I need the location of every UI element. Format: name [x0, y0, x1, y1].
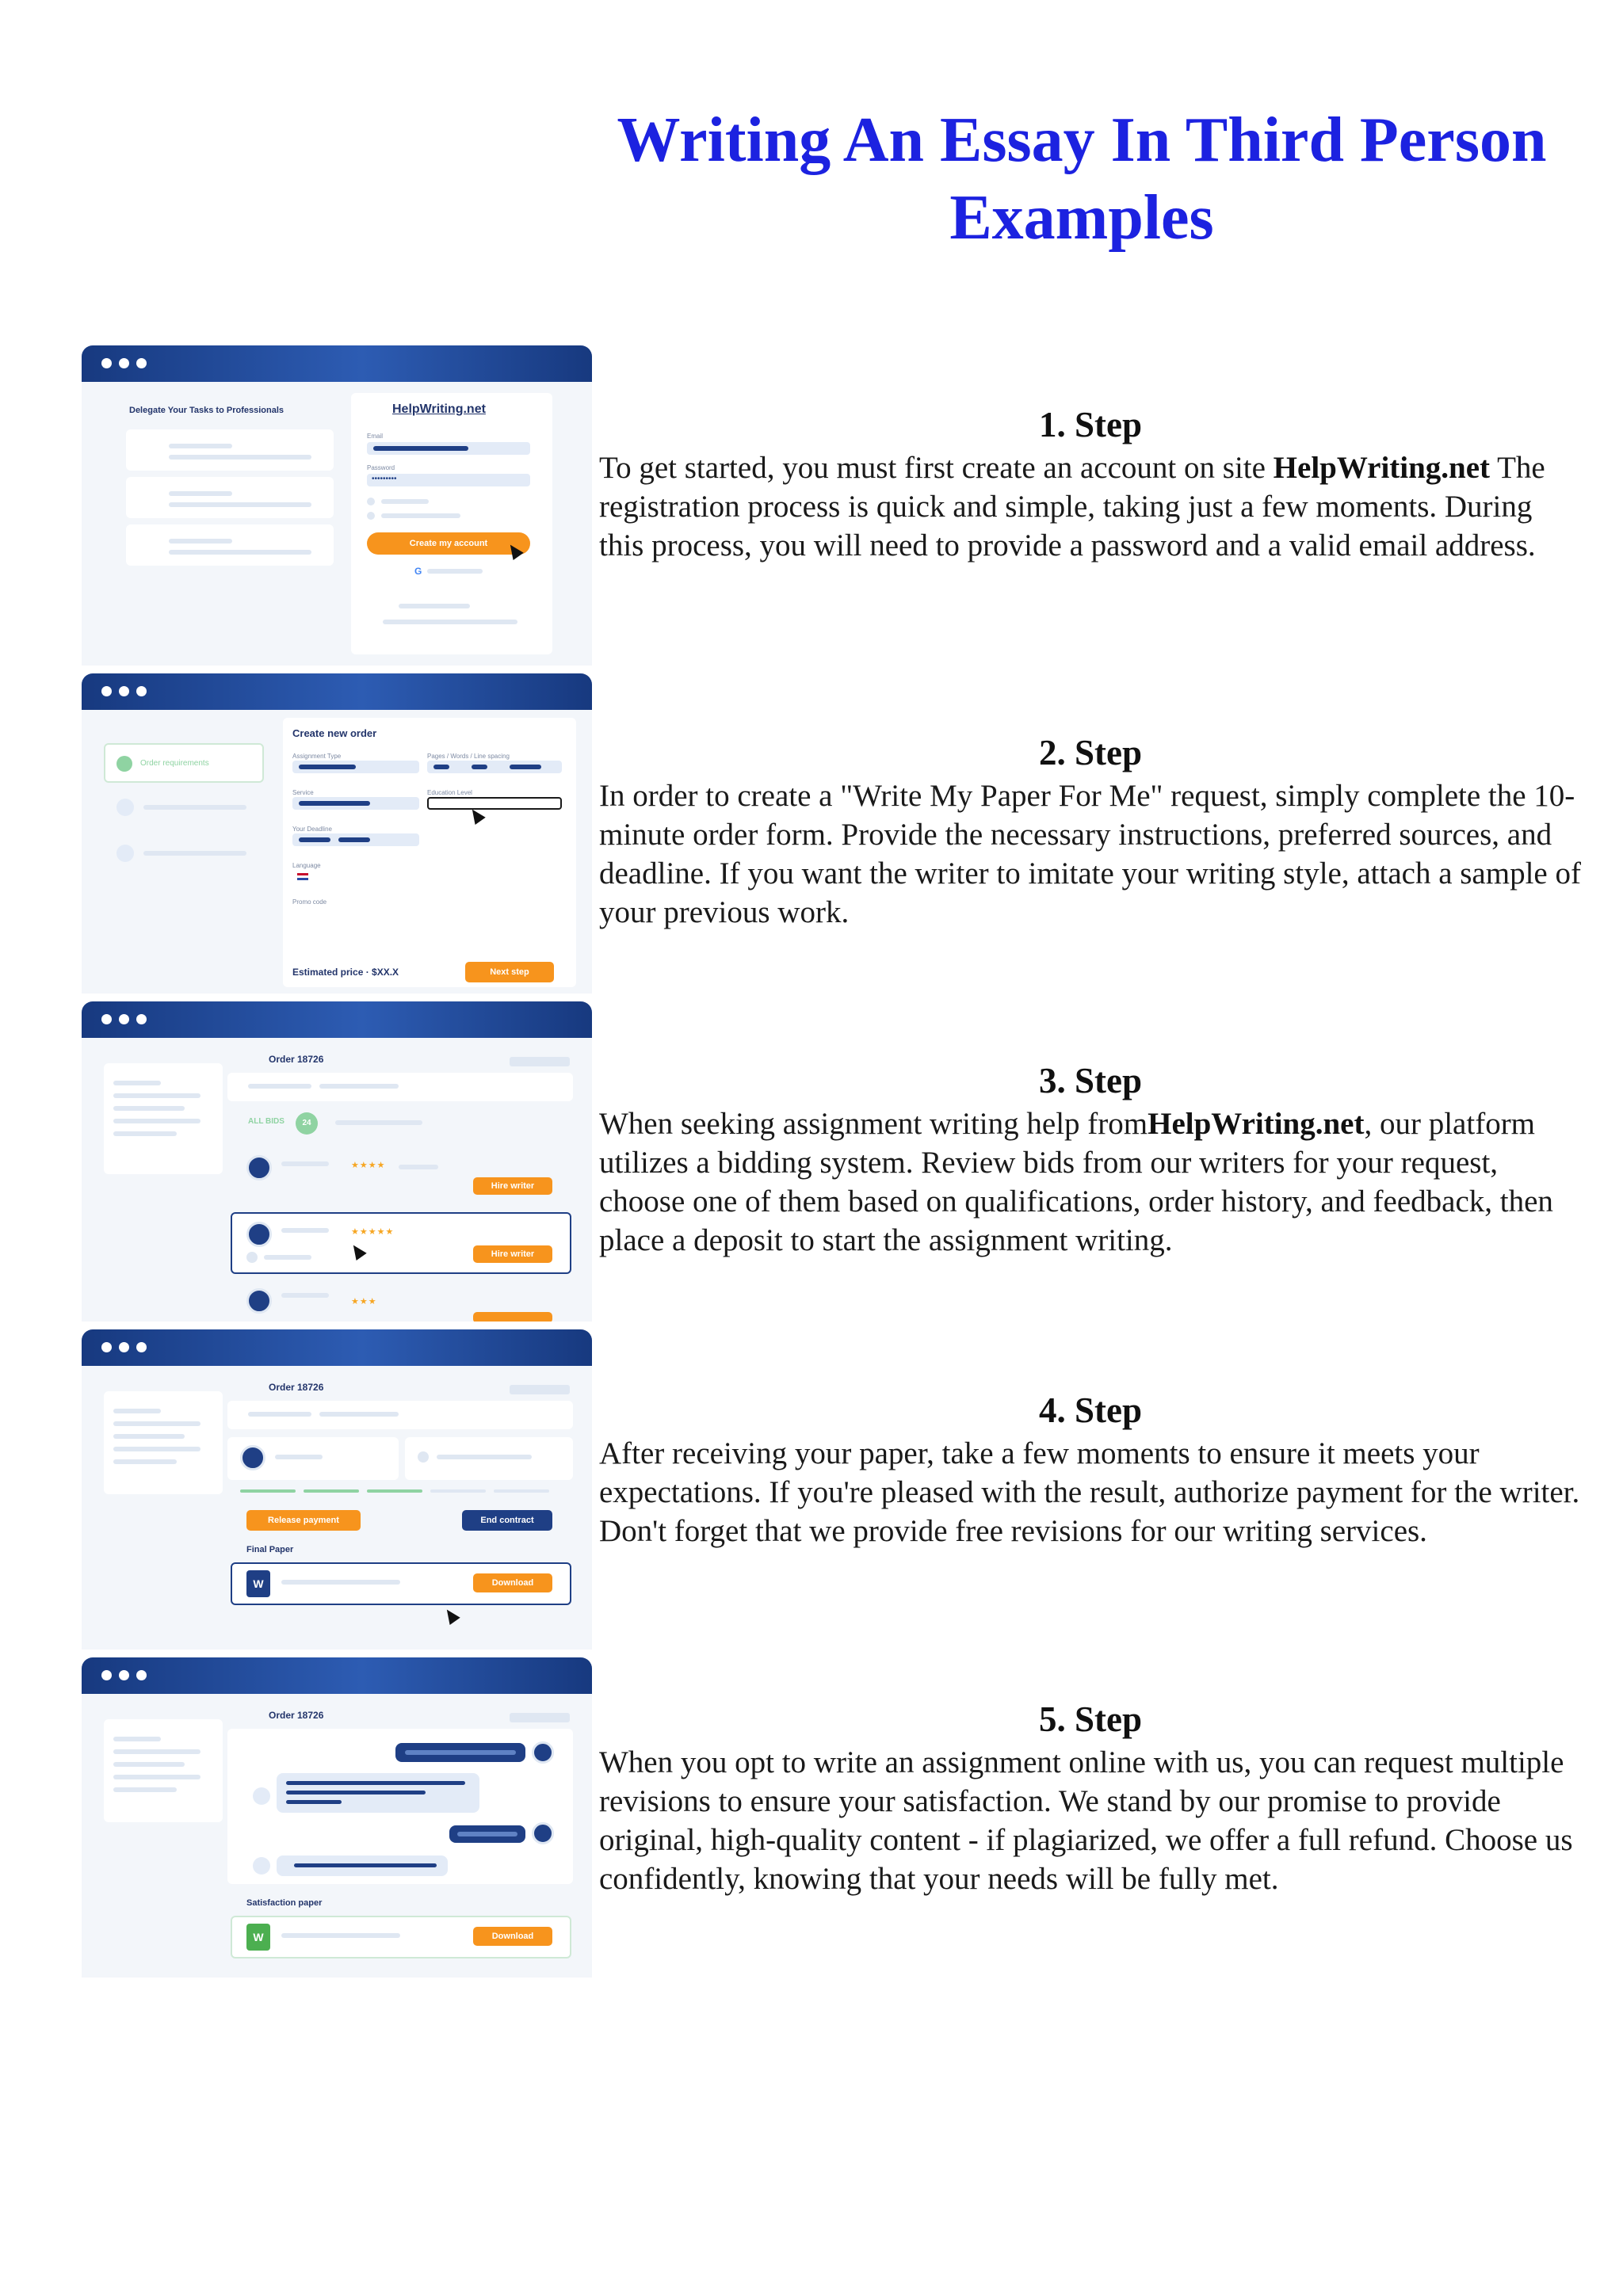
service-label: Service: [292, 789, 314, 796]
window-bar: [82, 1657, 592, 1694]
download-button[interactable]: Download: [473, 1573, 552, 1592]
writer-rating: ★★★: [351, 1297, 377, 1306]
page-title: Writing An Essay In Third Person Examples: [617, 105, 1547, 253]
sidebar-item-label: Order requirements: [140, 759, 209, 768]
order-number: Order 18726: [269, 1382, 324, 1393]
selected-bid[interactable]: [231, 1212, 571, 1274]
window-bar: [82, 1329, 592, 1366]
order-sidebar: [104, 1719, 223, 1822]
step-heading: 1. Step: [1038, 405, 1142, 444]
order-form-screenshot: [82, 673, 592, 994]
bids-screenshot: [82, 1001, 592, 1322]
progress-segment: [304, 1489, 359, 1493]
step-heading: 2. Step: [1038, 733, 1142, 772]
window-dot: [136, 358, 147, 368]
education-label: Education Level: [427, 789, 472, 796]
bid-count-badge: 24: [296, 1112, 318, 1135]
order-sidebar: [104, 1391, 223, 1494]
window-dot: [101, 1014, 112, 1024]
window-dot: [101, 1670, 112, 1680]
hire-writer-button[interactable]: [473, 1312, 552, 1322]
check-icon: [116, 756, 132, 772]
window-dot: [101, 358, 112, 368]
window-dot: [136, 1670, 147, 1680]
progress-segment: [430, 1489, 486, 1493]
step-body: To get started, you must first create an account on site HelpWriting.net The registration process is quick and simple, taking just a few moments. During this process, you will need to provide a password and a valid email address.: [599, 451, 1545, 563]
pages-label: Pages / Words / Line spacing: [427, 753, 510, 760]
window-dot: [136, 1342, 147, 1352]
writer-avatar: [240, 1445, 265, 1470]
end-contract-button[interactable]: End contract: [462, 1510, 552, 1531]
progress-segment: [367, 1489, 422, 1493]
flag-icon: [297, 873, 308, 880]
next-step-button[interactable]: Next step: [465, 962, 554, 982]
language-label: Language: [292, 862, 321, 869]
window-dot: [136, 1014, 147, 1024]
password-mask: •••••••••: [372, 475, 397, 483]
signup-heading: Delegate Your Tasks to Professionals: [129, 406, 285, 415]
password-label: Password: [367, 464, 395, 471]
step-body: In order to create a "Write My Paper For Me" request, simply complete the 10-minute order form. Provide the necessary instructions, preferred sources, and deadline. If you want the writer to imitate your writing style, attach a sample of your previous work.: [599, 779, 1581, 929]
assignment-type-label: Assignment Type: [292, 753, 342, 760]
estimated-price: Estimated price · $XX.X: [292, 967, 399, 978]
window-dot: [119, 1014, 129, 1024]
user-avatar: [532, 1822, 554, 1844]
cursor-icon: [441, 1606, 460, 1625]
writer-rating: ★★★★★: [351, 1227, 395, 1237]
step-body: When seeking assignment writing help fromHelpWriting.net, our platform utilizes a bidding system. Review bids from our writers for your request, choose one of them based on qualifications, order history, and feedback, then place a deposit to start the assignment writing.: [599, 1107, 1553, 1257]
window-dot: [101, 1342, 112, 1352]
step-body: When you opt to write an assignment online with us, you can request multiple revisions to ensure your satisfaction. We stand by our promise to provide original, high-quality content - if plagiarized, we offer a full refund. Choose us confidently, knowing that your needs will be fully met.: [599, 1745, 1573, 1896]
progress-segment: [494, 1489, 549, 1493]
writer-rating: ★★★★: [351, 1161, 386, 1170]
checkbox[interactable]: [367, 512, 375, 520]
window-dot: [101, 686, 112, 696]
release-payment-button[interactable]: Release payment: [246, 1510, 361, 1531]
window-dot: [119, 358, 129, 368]
window-dot: [119, 1342, 129, 1352]
checkbox[interactable]: [367, 498, 375, 505]
window-dot: [119, 686, 129, 696]
feature-card: [126, 477, 334, 518]
download-button[interactable]: Download: [473, 1927, 552, 1946]
brand-link[interactable]: HelpWriting.net: [1148, 1107, 1365, 1141]
progress-segment: [240, 1489, 296, 1493]
google-icon[interactable]: G: [414, 566, 422, 577]
step-body: After receiving your paper, take a few moments to ensure it meets your expectations. If you're pleased with the result, authorize payment for the writer. Don't forget that we provide free revisions for our writing services.: [599, 1436, 1580, 1548]
promo-label: Promo code: [292, 898, 327, 906]
brand-link[interactable]: HelpWriting.net: [1273, 451, 1491, 485]
document-icon: W: [246, 1924, 270, 1951]
satisfaction-paper-label: Satisfaction paper: [246, 1898, 323, 1908]
final-paper-label: Final Paper: [246, 1545, 294, 1554]
window-bar: [82, 673, 592, 710]
user-avatar: [532, 1741, 554, 1764]
word-document-icon: W: [246, 1570, 270, 1597]
writer-avatar: [246, 1155, 272, 1180]
all-bids-label: ALL BIDS: [248, 1117, 285, 1126]
window-dot: [136, 686, 147, 696]
email-label: Email: [367, 433, 384, 440]
order-form-heading: Create new order: [292, 727, 377, 739]
feature-card: [126, 429, 334, 471]
signup-screenshot: [82, 345, 592, 666]
step-heading: 5. Step: [1038, 1699, 1142, 1739]
writer-avatar: [246, 1222, 272, 1247]
step-2: [599, 730, 1582, 932]
hire-writer-button[interactable]: Hire writer: [473, 1177, 552, 1195]
deadline-label: Your Deadline: [292, 826, 332, 833]
step-4: [599, 1388, 1582, 1550]
order-number: Order 18726: [269, 1054, 324, 1065]
writer-avatar: [246, 1288, 272, 1314]
revisions-screenshot: [82, 1657, 592, 1978]
step-heading: 4. Step: [1038, 1390, 1142, 1430]
step-5: [599, 1697, 1582, 1898]
feature-card: [126, 524, 334, 566]
order-number: Order 18726: [269, 1710, 324, 1721]
window-bar: [82, 345, 592, 382]
window-dot: [119, 1670, 129, 1680]
brand-logo: HelpWriting.net: [392, 402, 486, 416]
window-bar: [82, 1001, 592, 1038]
education-field[interactable]: [427, 797, 562, 810]
step-heading: 3. Step: [1038, 1061, 1142, 1100]
hire-writer-button[interactable]: Hire writer: [473, 1245, 552, 1263]
review-screenshot: [82, 1329, 592, 1650]
step-3: [599, 1058, 1582, 1260]
step-1: [599, 402, 1582, 565]
create-account-button[interactable]: Create my account: [367, 532, 530, 555]
